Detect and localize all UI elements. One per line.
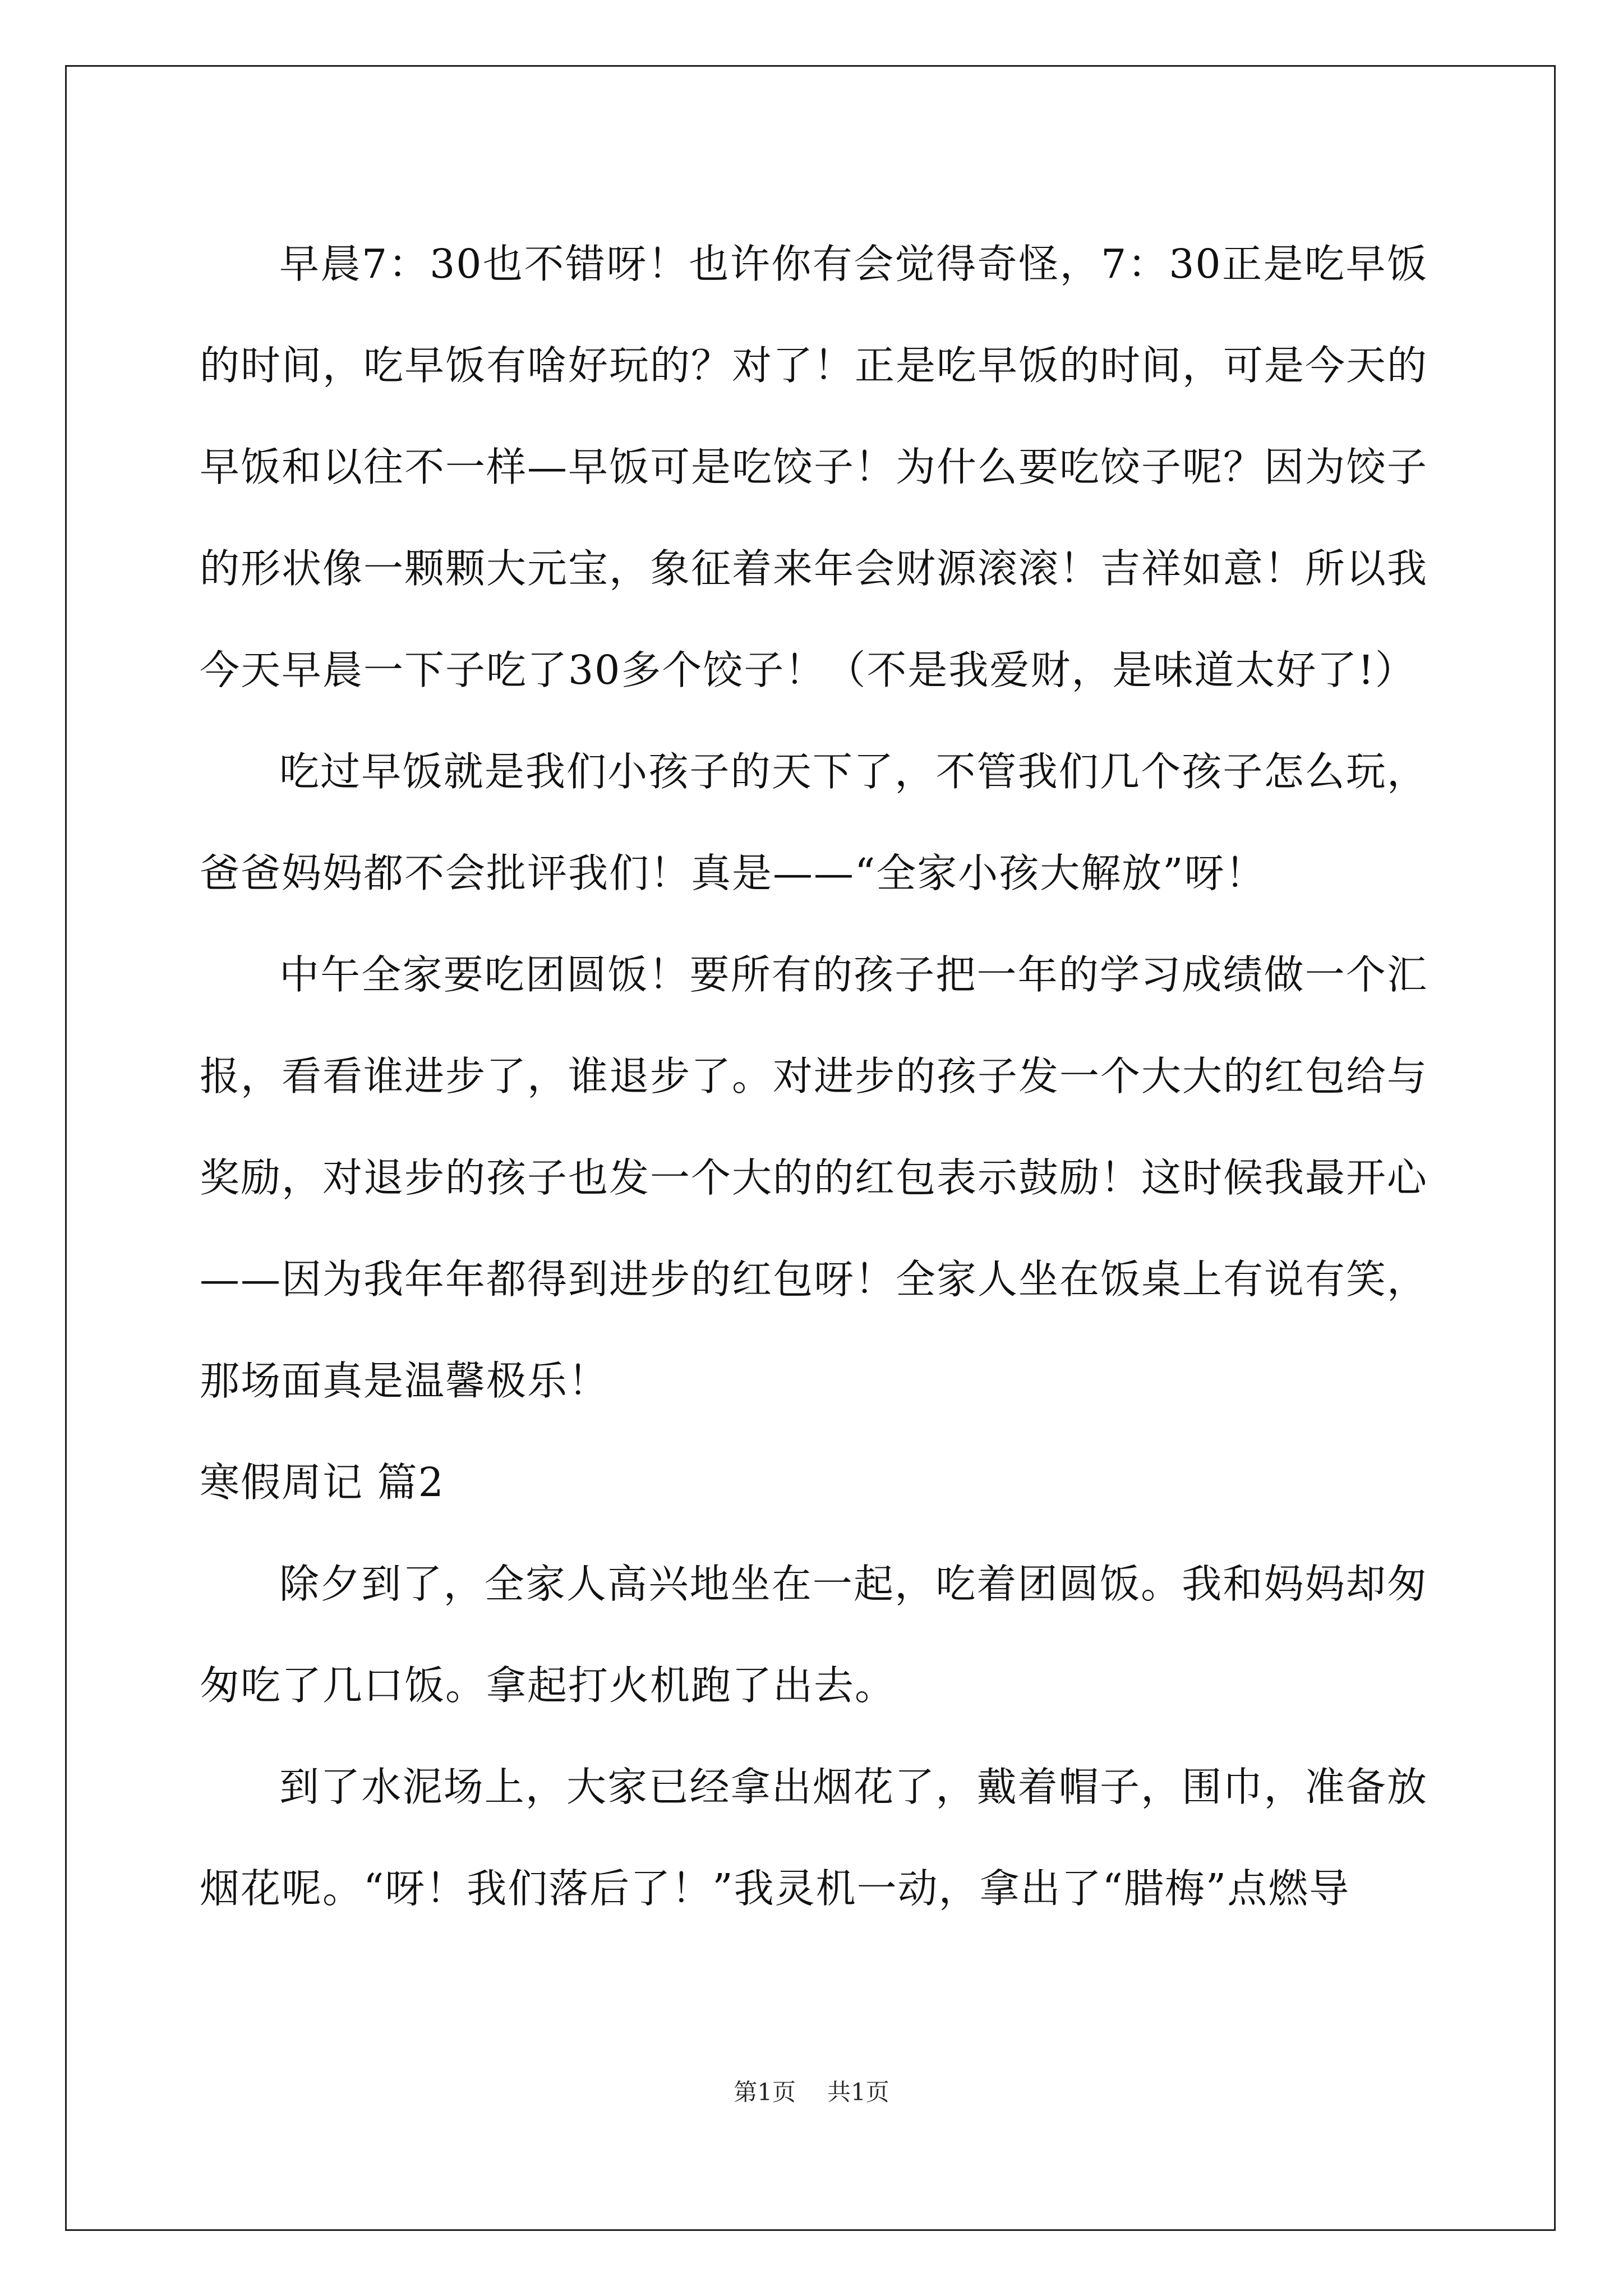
section-heading: 寒假周记 篇2 (200, 1459, 445, 1506)
paragraph-breakfast: 早晨7：30也不错呀！也许你有会觉得奇怪，7：30正是吃早饭的时间，吃早饭有啥好玩的？对了！正是吃早饭的时间，可是今天的早饭和以往不一样—早饭可是吃饺子！为什么要吃饺子呢？因为饺子的形状像一颗颗大元宝，象征着来年会财源滚滚！吉祥如意！所以我今天早晨一下子吃了30多个饺子！（不是我爱财，是味道太好了!） (200, 241, 1428, 693)
paragraph-after-breakfast: 吃过早饭就是我们小孩子的天下了，不管我们几个孩子怎么玩，爸爸妈妈都不会批评我们！真是——“全家小孩大解放”呀！ (200, 748, 1428, 896)
paragraph-new-year-eve: 除夕到了，全家人高兴地坐在一起，吃着团圆饭。我和妈妈却匆匆吃了几口饭。拿起打火机跑了出去。 (200, 1561, 1428, 1709)
paragraph-lunch: 中午全家要吃团圆饭！要所有的孩子把一年的学习成绩做一个汇报，看看谁进步了，谁退步了。对进步的孩子发一个大大的红包给与奖励，对退步的孩子也发一个大的的红包表示鼓励！这时候我最开心——因为我年年都得到进步的红包呀！全家人坐在饭桌上有说有笑，那场面真是温馨极乐！ (200, 951, 1428, 1404)
page-footer (0, 2076, 1623, 2109)
page-number: 第1页 (734, 2078, 796, 2106)
document-body (200, 213, 1428, 1939)
paragraph-fireworks: 到了水泥场上，大家已经拿出烟花了，戴着帽子，围巾，准备放烟花呢。“呀！我们落后了！”我灵机一动，拿出了“腊梅”点燃导 (200, 1764, 1428, 1912)
page-total: 共1页 (827, 2078, 889, 2106)
